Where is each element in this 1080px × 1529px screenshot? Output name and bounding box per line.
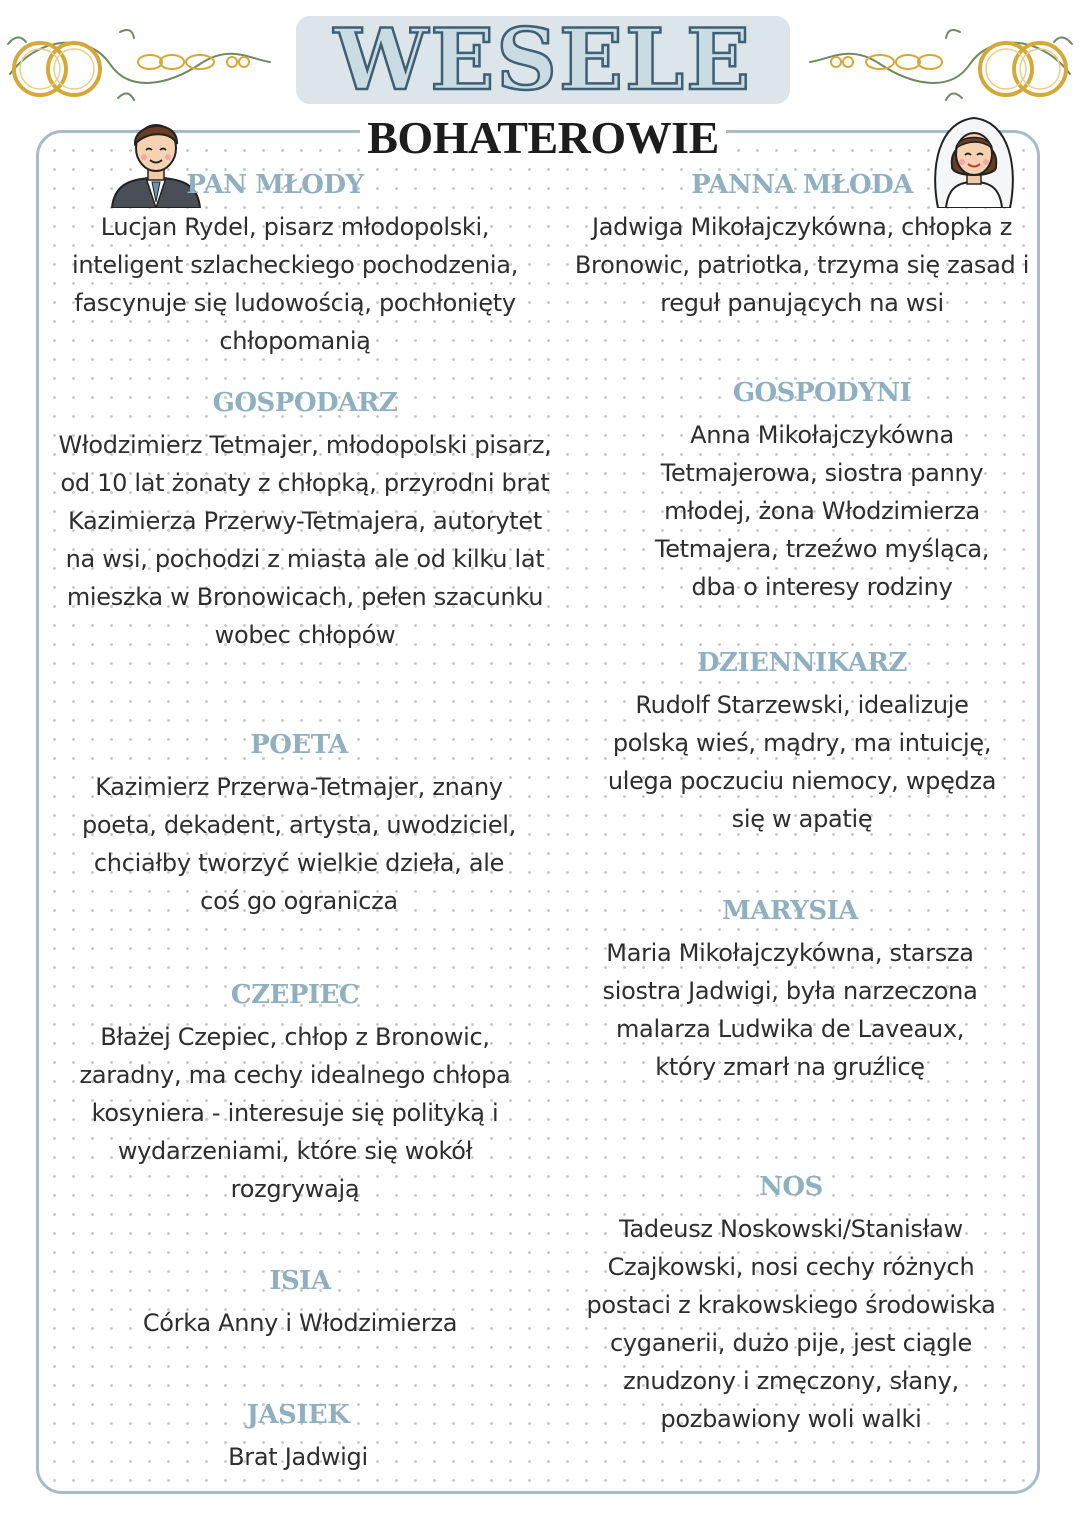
character-heading: PANNA MŁODA bbox=[691, 170, 913, 200]
character-dziennikarz bbox=[596, 646, 1008, 838]
character-panna-mloda bbox=[574, 168, 1030, 322]
character-description: Kazimierz Przerwa-Tetmajer, znany poeta, dekadent, artysta, uwodziciel, chciałby tworzyć wielkie dzieła, ale coś go ogranicza bbox=[81, 773, 517, 915]
character-poeta bbox=[76, 728, 522, 920]
character-heading: NOS bbox=[759, 1172, 823, 1202]
character-marysia bbox=[584, 894, 996, 1086]
character-description: Brat Jadwigi bbox=[228, 1443, 368, 1471]
character-heading: CZEPIEC bbox=[230, 980, 360, 1010]
character-heading: MARYSIA bbox=[722, 896, 858, 926]
rings-ornament-left-icon bbox=[0, 14, 280, 114]
character-description: Rudolf Starzewski, idealizuje polską wieś, mądry, ma intuicję, ulega poczuciu niemocy, wpędza się w apatię bbox=[607, 691, 997, 833]
character-czepiec bbox=[78, 978, 512, 1208]
character-jasiek bbox=[148, 1398, 448, 1476]
character-heading: GOSPODYNI bbox=[732, 378, 912, 408]
character-description: Jadwiga Mikołajczykówna, chłopka z Bronowic, patriotka, trzyma się zasad i reguł panujących na wsi bbox=[574, 213, 1030, 317]
character-description: Błażej Czepiec, chłop z Bronowic, zaradny, ma cechy idealnego chłopa kosyniera - interesuje się polityką i wydarzeniami, które się wokół rozgrywają bbox=[79, 1023, 511, 1203]
character-gospodarz bbox=[58, 386, 552, 654]
character-heading: PAN MŁODY bbox=[186, 170, 364, 200]
page-subtitle: BOHATEROWIE bbox=[360, 110, 726, 166]
character-heading: ISIA bbox=[269, 1266, 331, 1296]
character-gospodyni bbox=[632, 376, 1012, 606]
character-description: Włodzimierz Tetmajer, młodopolski pisarz, od 10 lat żonaty z chłopką, przyrodni brat Kazimierza Przerwy-Tetmajera, autorytet na wsi, pochodzi z miasta ale od kilku lat mieszka w Bronowicach, pełen szacunku wobec chłopów bbox=[58, 431, 552, 649]
character-description: Lucjan Rydel, pisarz młodopolski, inteligent szlacheckiego pochodzenia, fascynuje się ludowością, pochłonięty chłopomanią bbox=[71, 213, 519, 355]
character-description: Anna Mikołajczykówna Tetmajerowa, siostra panny młodej, żona Włodzimierza Tetmajera, trzeźwo myśląca, dba o interesy rodziny bbox=[654, 421, 990, 601]
character-pan-mlody bbox=[50, 168, 540, 360]
character-description: Tadeusz Noskowski/Stanisław Czajkowski, nosi cechy różnych postaci z krakowskiego środowiska cyganerii, dużo pije, jest ciągle znudzony i zmęczony, słany, pozbawiony woli walki bbox=[586, 1215, 996, 1433]
character-heading: JASIEK bbox=[246, 1400, 350, 1430]
character-heading: POETA bbox=[250, 730, 348, 760]
character-isia bbox=[100, 1264, 500, 1342]
page-title: WESELE bbox=[333, 10, 753, 109]
character-nos bbox=[586, 1170, 996, 1438]
character-description: Maria Mikołajczykówna, starsza siostra Jadwigi, była narzeczona malarza Ludwika de Laveaux, który zmarł na gruźlicę bbox=[602, 939, 978, 1081]
character-description: Córka Anny i Włodzimierza bbox=[142, 1309, 458, 1337]
rings-ornament-right-icon bbox=[800, 14, 1080, 114]
character-heading: GOSPODARZ bbox=[212, 388, 398, 418]
character-heading: DZIENNIKARZ bbox=[696, 648, 907, 678]
